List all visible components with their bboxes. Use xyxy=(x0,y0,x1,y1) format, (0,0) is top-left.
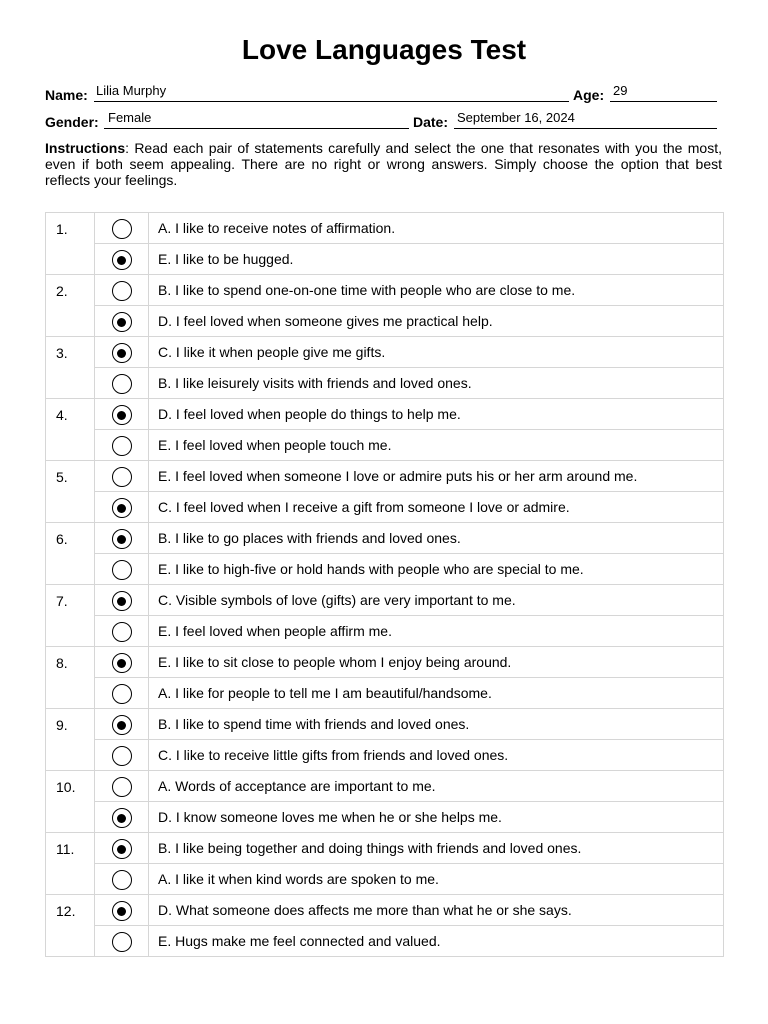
date-value: September 16, 2024 xyxy=(457,110,575,125)
page-title: Love Languages Test xyxy=(241,34,527,65)
radio-cell xyxy=(95,585,149,616)
question-list xyxy=(46,213,724,957)
question-option-row xyxy=(46,926,724,957)
question-option-row xyxy=(46,802,724,833)
option-text: E. I like to sit close to people whom I enjoy being around. xyxy=(149,647,724,678)
question-number: 3. xyxy=(46,337,95,399)
radio-unselected[interactable] xyxy=(112,746,132,766)
radio-cell xyxy=(95,895,149,926)
question-option-row xyxy=(46,616,724,647)
radio-cell xyxy=(95,306,149,337)
question-table xyxy=(45,212,724,957)
question-option-row xyxy=(46,740,724,771)
question-number: 5. xyxy=(46,461,95,523)
option-text: E. I feel loved when someone I love or admire puts his or her arm around me. xyxy=(149,461,724,492)
question-option-row xyxy=(46,368,724,399)
radio-cell xyxy=(95,709,149,740)
question-option-row xyxy=(46,430,724,461)
question-number: 7. xyxy=(46,585,95,647)
option-text: A. I like for people to tell me I am beautiful/handsome. xyxy=(149,678,724,709)
option-text: E. Hugs make me feel connected and valued. xyxy=(149,926,724,957)
date-field[interactable] xyxy=(454,111,717,129)
radio-cell xyxy=(95,864,149,895)
radio-selected[interactable] xyxy=(112,529,132,549)
radio-cell xyxy=(95,926,149,957)
question-option-row xyxy=(46,492,724,523)
radio-cell xyxy=(95,802,149,833)
question-option-row xyxy=(46,895,724,926)
question-option-row xyxy=(46,399,724,430)
radio-unselected[interactable] xyxy=(112,932,132,952)
option-text: E. I feel loved when people affirm me. xyxy=(149,616,724,647)
radio-selected[interactable] xyxy=(112,591,132,611)
radio-unselected[interactable] xyxy=(112,374,132,394)
radio-cell xyxy=(95,616,149,647)
radio-cell xyxy=(95,213,149,244)
question-option-row xyxy=(46,585,724,616)
option-text: B. I like to go places with friends and loved ones. xyxy=(149,523,724,554)
option-text: C. I like it when people give me gifts. xyxy=(149,337,724,368)
radio-selected[interactable] xyxy=(112,343,132,363)
radio-cell xyxy=(95,771,149,802)
age-field[interactable] xyxy=(610,84,717,102)
question-option-row xyxy=(46,461,724,492)
question-option-row xyxy=(46,709,724,740)
question-option-row xyxy=(46,337,724,368)
question-number: 12. xyxy=(46,895,95,957)
radio-selected[interactable] xyxy=(112,312,132,332)
question-option-row xyxy=(46,771,724,802)
radio-cell xyxy=(95,554,149,585)
question-option-row xyxy=(46,306,724,337)
question-number: 2. xyxy=(46,275,95,337)
radio-unselected[interactable] xyxy=(112,467,132,487)
name-value: Lilia Murphy xyxy=(96,83,167,98)
radio-cell xyxy=(95,337,149,368)
radio-unselected[interactable] xyxy=(112,870,132,890)
option-text: D. What someone does affects me more than what he or she says. xyxy=(149,895,724,926)
question-number: 6. xyxy=(46,523,95,585)
radio-selected[interactable] xyxy=(112,250,132,270)
radio-cell xyxy=(95,244,149,275)
question-option-row xyxy=(46,864,724,895)
option-text: C. I feel loved when I receive a gift from someone I love or admire. xyxy=(149,492,724,523)
radio-cell xyxy=(95,430,149,461)
question-option-row xyxy=(46,833,724,864)
question-number: 9. xyxy=(46,709,95,771)
option-text: B. I like being together and doing things with friends and loved ones. xyxy=(149,833,724,864)
option-text: A. Words of acceptance are important to me. xyxy=(149,771,724,802)
question-option-row xyxy=(46,678,724,709)
radio-cell xyxy=(95,740,149,771)
radio-cell xyxy=(95,368,149,399)
name-label: Name: xyxy=(45,87,88,103)
option-text: B. I like leisurely visits with friends and loved ones. xyxy=(149,368,724,399)
radio-unselected[interactable] xyxy=(112,436,132,456)
radio-selected[interactable] xyxy=(112,405,132,425)
option-text: D. I know someone loves me when he or she helps me. xyxy=(149,802,724,833)
option-text: D. I feel loved when people do things to help me. xyxy=(149,399,724,430)
option-text: E. I like to be hugged. xyxy=(149,244,724,275)
radio-unselected[interactable] xyxy=(112,281,132,301)
radio-unselected[interactable] xyxy=(112,684,132,704)
option-text: B. I like to spend one-on-one time with people who are close to me. xyxy=(149,275,724,306)
name-field[interactable] xyxy=(94,84,569,102)
gender-value: Female xyxy=(108,110,152,125)
radio-cell xyxy=(95,523,149,554)
option-text: E. I feel loved when people touch me. xyxy=(149,430,724,461)
question-number: 8. xyxy=(46,647,95,709)
name-age-row xyxy=(45,84,723,104)
question-option-row xyxy=(46,275,724,306)
radio-unselected[interactable] xyxy=(112,560,132,580)
radio-selected[interactable] xyxy=(112,808,132,828)
gender-field[interactable] xyxy=(104,111,409,129)
radio-cell xyxy=(95,275,149,306)
option-text: E. I like to high-five or hold hands with people who are special to me. xyxy=(149,554,724,585)
question-number: 1. xyxy=(46,213,95,275)
instructions-text: : Read each pair of statements carefully and select the one that resonates with you the most, even if both seem appealing. There are no right or wrong answers. Simply choose the option that best reflects your feelings. xyxy=(45,140,722,188)
radio-cell xyxy=(95,399,149,430)
question-option-row xyxy=(46,244,724,275)
radio-selected[interactable] xyxy=(112,715,132,735)
gender-date-row xyxy=(45,111,723,131)
question-option-row xyxy=(46,554,724,585)
radio-selected[interactable] xyxy=(112,498,132,518)
option-text: A. I like it when kind words are spoken to me. xyxy=(149,864,724,895)
instructions-label: Instructions xyxy=(45,140,126,156)
option-text: D. I feel loved when someone gives me practical help. xyxy=(149,306,724,337)
radio-selected[interactable] xyxy=(112,839,132,859)
question-number: 11. xyxy=(46,833,95,895)
radio-selected[interactable] xyxy=(112,901,132,921)
radio-cell xyxy=(95,678,149,709)
age-label: Age: xyxy=(573,87,605,103)
radio-selected[interactable] xyxy=(112,653,132,673)
radio-unselected[interactable] xyxy=(112,219,132,239)
gender-label: Gender: xyxy=(45,114,99,130)
age-value: 29 xyxy=(613,83,628,98)
question-option-row xyxy=(46,213,724,244)
question-option-row xyxy=(46,523,724,554)
question-option-row xyxy=(46,647,724,678)
option-text: A. I like to receive notes of affirmation. xyxy=(149,213,724,244)
radio-cell xyxy=(95,492,149,523)
option-text: C. I like to receive little gifts from friends and loved ones. xyxy=(149,740,724,771)
date-label: Date: xyxy=(413,114,449,130)
question-number: 10. xyxy=(46,771,95,833)
radio-unselected[interactable] xyxy=(112,777,132,797)
radio-cell xyxy=(95,833,149,864)
question-number: 4. xyxy=(46,399,95,461)
radio-cell xyxy=(95,647,149,678)
radio-unselected[interactable] xyxy=(112,622,132,642)
option-text: C. Visible symbols of love (gifts) are very important to me. xyxy=(149,585,724,616)
radio-cell xyxy=(95,461,149,492)
instructions xyxy=(45,140,722,188)
option-text: B. I like to spend time with friends and loved ones. xyxy=(149,709,724,740)
